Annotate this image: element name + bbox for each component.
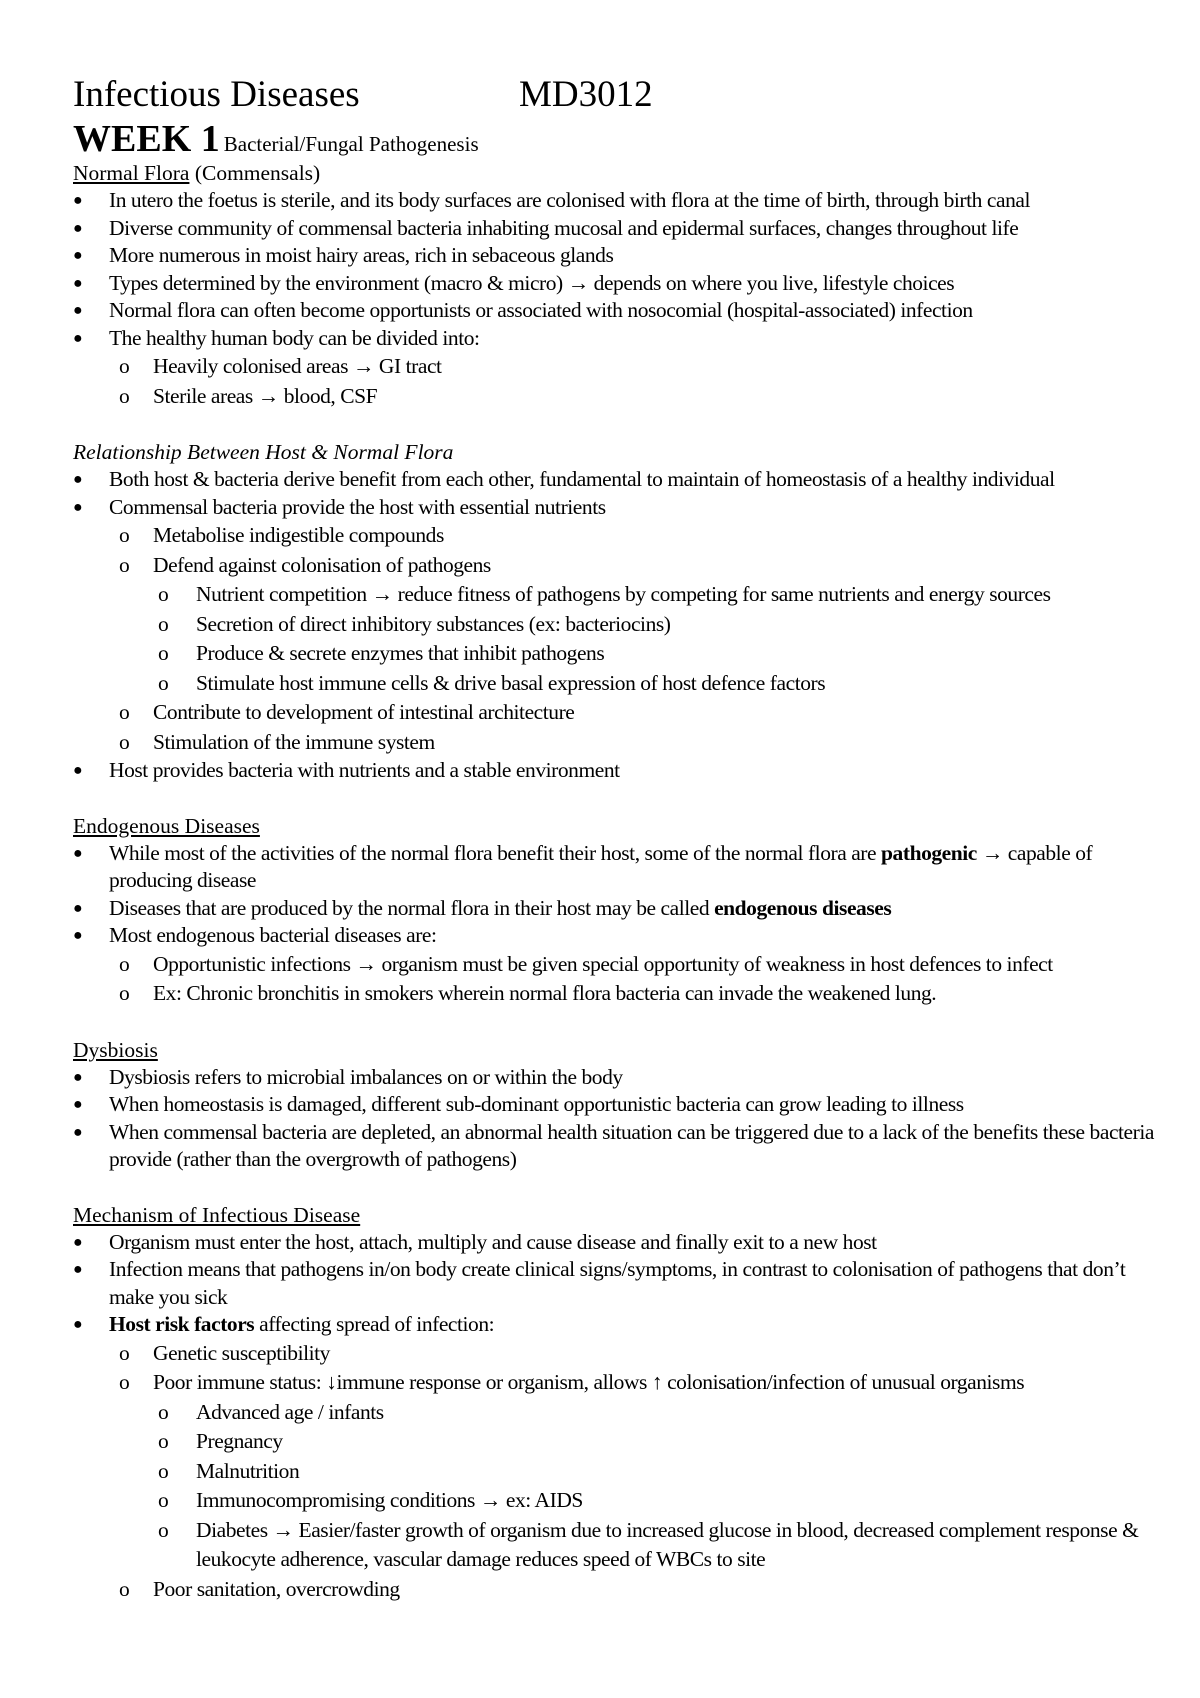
bullet-item — [73, 757, 1163, 785]
bullet-marker: ● — [73, 247, 83, 264]
sub-bullet-marker: o — [119, 523, 130, 547]
sub-bullet-text: Defend against colonisation of pathogens — [153, 552, 491, 577]
bullet-marker: ● — [73, 927, 83, 944]
sub-bullet-marker: o — [119, 354, 130, 378]
document-title: Infectious Diseases — [73, 74, 360, 115]
document-header — [73, 72, 1163, 118]
bullet-marker: ● — [73, 192, 83, 209]
document-page — [73, 72, 1163, 1604]
bullet-item — [73, 242, 1163, 270]
sub-sub-bullet-text: Immunocompromising conditions → ex: AIDS — [196, 1488, 583, 1512]
bullet-item — [73, 187, 1163, 215]
bullet-item — [73, 1229, 1163, 1257]
bullet-text-continued: → capable of producing disease — [109, 840, 1093, 892]
bullet-text: Types determined by the environment (macro & micro) → depends on where you live, lifestyle choices — [109, 270, 955, 295]
sub-bullet-item — [73, 382, 1163, 412]
sub-bullet-marker: o — [119, 1370, 130, 1394]
bullet-text: Diseases that are produced by the normal flora in their host may be called — [109, 895, 715, 920]
sub-bullet-item — [73, 728, 1163, 758]
sub-bullet-item — [73, 950, 1163, 980]
week-topic: Bacterial/Fungal Pathogenesis — [223, 132, 479, 156]
sub-bullet-text: Sterile areas → blood, CSF — [153, 383, 378, 408]
sub-bullet-marker: o — [119, 383, 130, 408]
bullet-text: The healthy human body can be divided into: — [109, 325, 480, 350]
spacer — [73, 1174, 1163, 1202]
bullet-text: In utero the foetus is sterile, and its body surfaces are colonised with flora at the time of birth, through birth canal — [109, 188, 1030, 212]
sub-bullet-item — [73, 551, 1163, 581]
sub-sub-bullet-text: Secretion of direct inhibitory substances (ex: bacteriocins) — [196, 611, 671, 636]
spacer — [73, 411, 1163, 439]
sub-bullet-text: Stimulation of the immune system — [153, 729, 435, 754]
sub-sub-bullet-marker: o — [158, 582, 169, 606]
bullet-marker: ● — [73, 1233, 83, 1251]
sub-bullet-text: Metabolise indigestible compounds — [153, 523, 444, 547]
sub-sub-bullet-item — [73, 1457, 1163, 1487]
sub-sub-bullet-marker: o — [158, 1458, 169, 1483]
sub-sub-bullet-marker: o — [158, 1488, 169, 1512]
sub-sub-bullet-item — [73, 639, 1163, 669]
bullet-text: affecting spread of infection: — [254, 1312, 495, 1336]
sub-sub-bullet-item — [73, 1516, 1163, 1575]
bullet-item — [73, 1091, 1163, 1119]
sub-sub-bullet-marker: o — [158, 1429, 169, 1453]
bullet-text: Both host & bacteria derive benefit from each other, fundamental to maintain of homeostasis of a healthy individual — [109, 467, 1055, 491]
bullet-item — [73, 1256, 1163, 1311]
bullet-text: Dysbiosis refers to microbial imbalances on or within the body — [109, 1064, 623, 1089]
bullet-text: More numerous in moist hairy areas, rich in sebaceous glands — [109, 243, 614, 267]
bullet-item — [73, 1119, 1163, 1174]
sub-sub-bullet-marker: o — [158, 641, 169, 665]
section-heading-underlined: Normal Flora — [73, 161, 190, 185]
bullet-marker: ● — [73, 302, 83, 319]
sub-bullet-item — [73, 1368, 1163, 1398]
sub-bullet-item — [73, 352, 1163, 382]
bullet-marker: ● — [73, 1261, 83, 1278]
sub-sub-bullet-item — [73, 610, 1163, 640]
sub-sub-bullet-text: Pregnancy — [196, 1429, 283, 1453]
course-code: MD3012 — [519, 74, 653, 115]
sub-sub-bullet-text: Advanced age / infants — [196, 1399, 384, 1424]
week-label: WEEK 1 — [73, 118, 220, 160]
bullet-text: Diverse community of commensal bacteria inhabiting mucosal and epidermal surfaces, changes throughout life — [109, 215, 1019, 240]
sub-bullet-text: Heavily colonised areas → GI tract — [153, 354, 442, 378]
sub-sub-bullet-item — [73, 1486, 1163, 1516]
section-heading: Mechanism of Infectious Disease — [73, 1202, 361, 1227]
week-heading — [73, 118, 1163, 160]
sub-sub-bullet-marker: o — [158, 670, 169, 695]
bullet-text: While most of the activities of the normal flora benefit their host, some of the normal flora are — [109, 840, 882, 865]
bullet-item — [73, 922, 1163, 950]
sub-bullet-text: Poor sanitation, overcrowding — [153, 1576, 400, 1601]
sub-bullet-marker: o — [119, 981, 130, 1005]
bullet-text: When commensal bacteria are depleted, an abnormal health situation can be triggered due to a lack of the benefits these bacteria provide (rather than the overgrowth of pathogens) — [109, 1119, 1154, 1171]
section-heading-suffix: (Commensals) — [189, 161, 321, 185]
bullet-text: Infection means that pathogens in/on body create clinical signs/symptoms, in contrast to colonisation of pathogens that don’t make you sick — [109, 1257, 1126, 1309]
section-heading: Dysbiosis — [73, 1037, 158, 1062]
sub-bullet-marker: o — [119, 1340, 130, 1365]
sub-sub-bullet-item — [73, 1427, 1163, 1457]
spacer — [73, 1009, 1163, 1037]
sub-sub-bullet-text: Nutrient competition → reduce fitness of pathogens by competing for same nutrients and energy sources — [196, 582, 1051, 606]
bullet-item — [73, 494, 1163, 522]
sub-sub-bullet-item — [73, 1398, 1163, 1428]
sub-sub-bullet-marker: o — [158, 1517, 169, 1542]
sub-bullet-item — [73, 979, 1163, 1009]
bullet-item — [73, 895, 1163, 923]
bullet-marker: ● — [73, 844, 83, 862]
bullet-marker: ● — [73, 899, 83, 917]
bold-term: pathogenic — [881, 840, 977, 865]
sub-bullet-text: Contribute to development of intestinal architecture — [153, 700, 575, 724]
section-heading — [73, 160, 1163, 187]
bullet-item — [73, 325, 1163, 353]
bullet-item — [73, 1064, 1163, 1092]
sub-sub-bullet-item — [73, 669, 1163, 699]
spacer — [73, 785, 1163, 813]
bullet-text: Commensal bacteria provide the host with essential nutrients — [109, 494, 606, 519]
bullet-marker: ● — [73, 1316, 83, 1333]
sub-bullet-marker: o — [119, 729, 130, 754]
sub-bullet-marker: o — [119, 552, 130, 577]
bullet-text: When homeostasis is damaged, different sub-dominant opportunistic bacteria can grow leading to illness — [109, 1092, 964, 1116]
bullet-item — [73, 215, 1163, 243]
sub-bullet-text: Opportunistic infections → organism must be given special opportunity of weakness in host defences to infect — [153, 951, 1053, 976]
sub-bullet-marker: o — [119, 1576, 130, 1601]
bullet-item — [73, 297, 1163, 325]
bullet-marker: ● — [73, 1068, 83, 1086]
bullet-item — [73, 270, 1163, 298]
bullet-marker: ● — [73, 1123, 83, 1141]
bold-term: Host risk factors — [109, 1312, 255, 1336]
section-heading: Relationship Between Host & Normal Flora — [73, 440, 454, 464]
sub-sub-bullet-text: Stimulate host immune cells & drive basal expression of host defence factors — [196, 670, 826, 695]
sub-sub-bullet-item — [73, 580, 1163, 610]
sub-sub-bullet-text: Malnutrition — [196, 1458, 300, 1483]
bullet-marker: ● — [73, 329, 83, 347]
sub-bullet-item — [73, 1575, 1163, 1605]
sub-sub-bullet-marker: o — [158, 611, 169, 636]
bullet-marker: ● — [73, 274, 83, 292]
sub-bullet-item — [73, 1339, 1163, 1369]
sub-sub-bullet-text: Produce & secrete enzymes that inhibit pathogens — [196, 641, 605, 665]
sub-bullet-marker: o — [119, 951, 130, 976]
bold-term: endogenous diseases — [714, 895, 892, 920]
sub-bullet-text: Genetic susceptibility — [153, 1340, 330, 1365]
sub-bullet-item — [73, 521, 1163, 551]
bullet-marker: ● — [73, 1096, 83, 1113]
sub-sub-bullet-marker: o — [158, 1399, 169, 1424]
bullet-marker: ● — [73, 762, 83, 779]
bullet-item — [73, 466, 1163, 494]
bullet-item — [73, 1311, 1163, 1339]
sub-bullet-text: Poor immune status: ↓immune response or organism, allows ↑ colonisation/infection of unusual organisms — [153, 1370, 1025, 1394]
section-heading: Endogenous Diseases — [73, 813, 260, 838]
bullet-text: Host provides bacteria with nutrients and a stable environment — [109, 758, 620, 782]
sub-bullet-text: Ex: Chronic bronchitis in smokers wherein normal flora bacteria can invade the weakened lung. — [153, 981, 937, 1005]
bullet-item — [73, 840, 1163, 895]
bullet-text: Normal flora can often become opportunists or associated with nosocomial (hospital-associated) infection — [109, 298, 973, 322]
sub-bullet-item — [73, 698, 1163, 728]
bullet-marker: ● — [73, 498, 83, 516]
sub-bullet-marker: o — [119, 700, 130, 724]
bullet-text: Organism must enter the host, attach, multiply and cause disease and finally exit to a new host — [109, 1229, 877, 1254]
bullet-marker: ● — [73, 471, 83, 488]
bullet-marker: ● — [73, 219, 83, 237]
bullet-text: Most endogenous bacterial diseases are: — [109, 923, 437, 947]
sub-sub-bullet-text: Diabetes → Easier/faster growth of organism due to increased glucose in blood, decreased complement response & leukocyte adherence, vascular damage reduces speed of WBCs to site — [196, 1517, 1139, 1571]
